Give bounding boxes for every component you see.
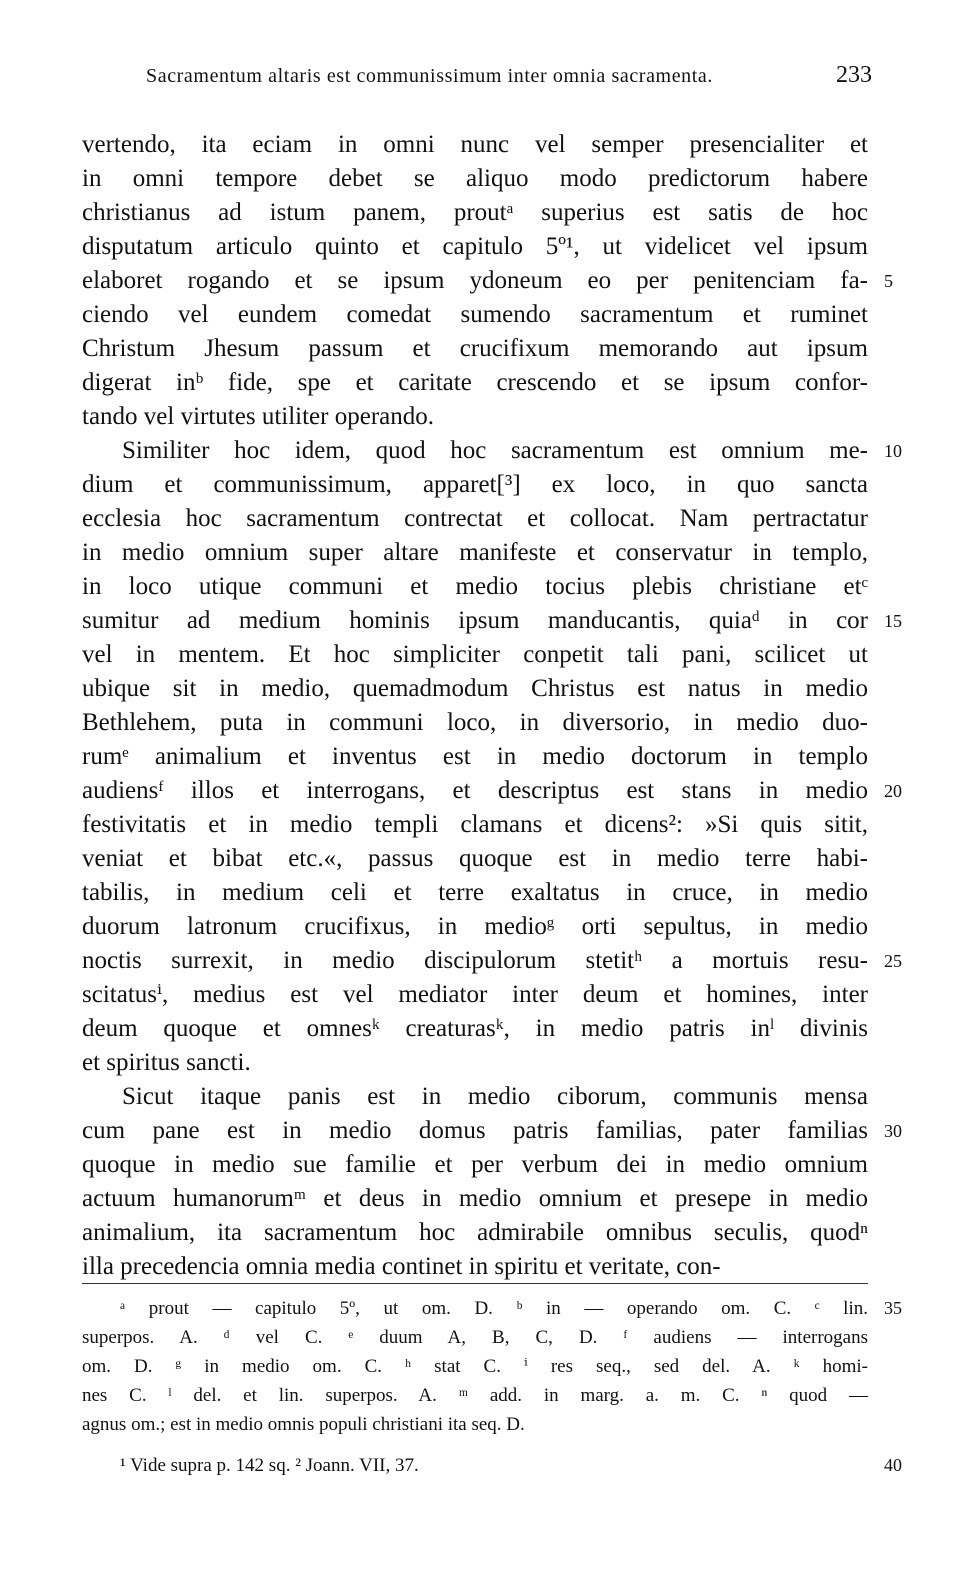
text-line: cum pane est in medio domus patris familias, pater familias <box>82 1117 868 1144</box>
line-number: 15 <box>884 611 902 631</box>
footnote-line: nes C. ˡ del. et lin. superpos. A. ᵐ add. in marg. a. m. C. ⁿ quod — <box>82 1385 868 1406</box>
text-line: disputatum articulo quinto et capitulo 5º¹, ut videlicet vel ipsum <box>82 233 868 260</box>
text-line: Sicut itaque panis est in medio ciborum, communis mensa <box>122 1083 868 1110</box>
text-line: illa precedencia omnia media continet in spiritu et veritate, con- <box>82 1253 721 1280</box>
text-line: digerat inᵇ fide, spe et caritate crescendo et se ipsum confor- <box>82 369 868 396</box>
footnote-line: om. D. ᵍ in medio om. C. ʰ stat C. ⁱ res seq., sed del. A. ᵏ homi- <box>82 1356 868 1377</box>
text-line: et spiritus sancti. <box>82 1049 251 1076</box>
text-line: elaboret rogando et se ipsum ydoneum eo per penitenciam fa- <box>82 267 868 294</box>
text-line: festivitatis et in medio templi clamans et dicens²: »Si quis sitit, <box>82 811 868 838</box>
line-number: 25 <box>884 951 902 971</box>
text-line: christianus ad istum panem, proutᵃ superius est satis de hoc <box>82 199 868 226</box>
text-line: in omni tempore debet se aliquo modo predictorum habere <box>82 165 868 192</box>
text-line: rumᵉ animalium et inventus est in medio doctorum in templo <box>82 743 868 770</box>
line-number: 40 <box>884 1455 902 1475</box>
line-number: 5 <box>884 271 893 291</box>
text-line: Bethlehem, puta in communi loco, in diversorio, in medio duo- <box>82 709 868 736</box>
text-line: vertendo, ita eciam in omni nunc vel semper presencialiter et <box>82 131 868 158</box>
text-line: duorum latronum crucifixus, in medioᵍ orti sepultus, in medio <box>82 913 868 940</box>
text-line: audiensᶠ illos et interrogans, et descriptus est stans in medio <box>82 777 868 804</box>
text-line: in medio omnium super altare manifeste et conservatur in templo, <box>82 539 868 566</box>
text-line: actuum humanorumᵐ et deus in medio omnium et presepe in medio <box>82 1185 868 1212</box>
text-line: tando vel virtutes utiliter operando. <box>82 403 434 430</box>
text-line: Christum Jhesum passum et crucifixum memorando aut ipsum <box>82 335 868 362</box>
text-line: ecclesia hoc sacramentum contrectat et collocat. Nam pertractatur <box>82 505 868 532</box>
footnote-line: ¹ Vide supra p. 142 sq. ² Joann. VII, 37. <box>120 1455 419 1476</box>
running-header <box>146 62 872 98</box>
text-line: noctis surrexit, in medio discipulorum stetitʰ a mortuis resu- <box>82 947 868 974</box>
running-title: Sacramentum altaris est communissimum inter omnia sacramenta. <box>146 65 714 87</box>
text-line: dium et communissimum, apparet[³] ex loco, in quo sancta <box>82 471 868 498</box>
text-line: deum quoque et omnesᵏ creaturasᵏ, in medio patris inˡ divinis <box>82 1015 868 1042</box>
text-line: in loco utique communi et medio tocius plebis christiane etᶜ <box>82 573 868 600</box>
text-line: veniat et bibat etc.«, passus quoque est in medio terre habi- <box>82 845 868 872</box>
line-number: 35 <box>884 1298 902 1318</box>
footnote-divider <box>82 1283 868 1284</box>
text-line: scitatusⁱ, medius est vel mediator inter deum et homines, inter <box>82 981 868 1008</box>
text-line: quoque in medio sue familie et per verbum dei in medio omnium <box>82 1151 868 1178</box>
text-line: Similiter hoc idem, quod hoc sacramentum est omnium me- <box>122 437 868 464</box>
line-number: 30 <box>884 1121 902 1141</box>
footnote-line: agnus om.; est in medio omnis populi christiani ita seq. D. <box>82 1414 525 1435</box>
footnote-line: superpos. A. ᵈ vel C. ᵉ duum A, B, C, D. ᶠ audiens — interrogans <box>82 1327 868 1348</box>
page-number: 233 <box>836 62 872 88</box>
text-line: ciendo vel eundem comedat sumendo sacramentum et ruminet <box>82 301 868 328</box>
text-line: animalium, ita sacramentum hoc admirabile omnibus seculis, quodⁿ <box>82 1219 868 1246</box>
footnote-line: ᵃ prout — capitulo 5º, ut om. D. ᵇ in — operando om. C. ᶜ lin. <box>120 1298 868 1319</box>
text-line: ubique sit in medio, quemadmodum Christus est natus in medio <box>82 675 868 702</box>
text-line: tabilis, in medium celi et terre exaltatus in cruce, in medio <box>82 879 868 906</box>
line-number: 20 <box>884 781 902 801</box>
line-number: 10 <box>884 441 902 461</box>
text-line: vel in mentem. Et hoc simpliciter conpetit tali pani, scilicet ut <box>82 641 868 668</box>
text-line: sumitur ad medium hominis ipsum manducantis, quiaᵈ in cor <box>82 607 868 634</box>
